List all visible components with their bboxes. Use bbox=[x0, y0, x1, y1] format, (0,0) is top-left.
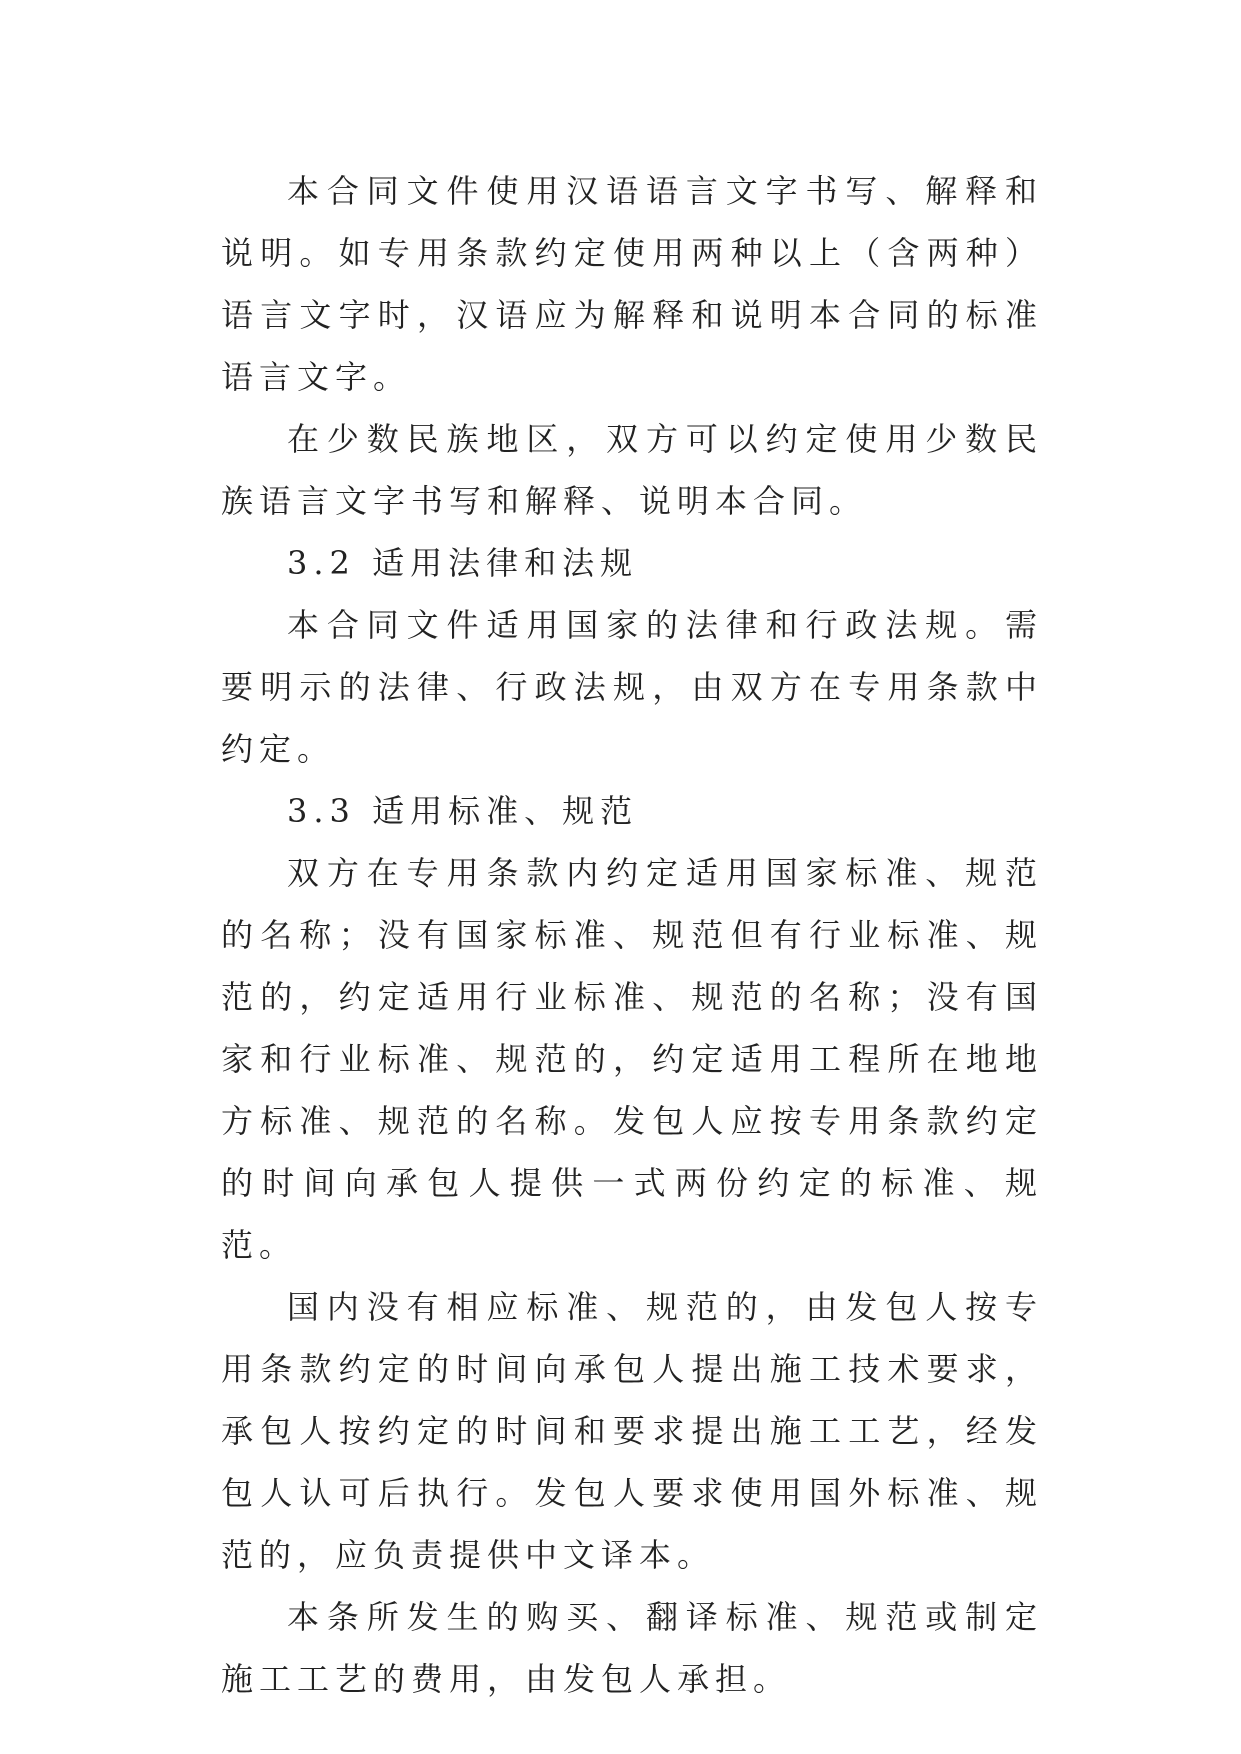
section-heading-3-3: 3.3 适用标准、规范 bbox=[287, 792, 639, 830]
paragraph-standards: 双方在专用条款内约定适用国家标准、规范的名称；没有国家标准、规范但有行业标准、规范的，约定适用行业标准、规范的名称；没有国家和行业标准、规范的，约定适用工程所在地地方标准、规范的名称。发包人应按专用条款约定的时间向承包人提供一式两份约定的标准、规范。 bbox=[221, 854, 1043, 1264]
paragraph-no-domestic-standards: 国内没有相应标准、规范的，由发包人按专用条款约定的时间向承包人提出施工技术要求，承包人按约定的时间和要求提出施工工艺，经发包人认可后执行。发包人要求使用国外标准、规范的，应负责提供中文译本。 bbox=[221, 1288, 1043, 1574]
document-body bbox=[221, 160, 1043, 1710]
paragraph-applicable-law: 本合同文件适用国家的法律和行政法规。需要明示的法律、行政法规，由双方在专用条款中约定。 bbox=[221, 606, 1043, 768]
paragraph-minority-language: 在少数民族地区，双方可以约定使用少数民族语言文字书写和解释、说明本合同。 bbox=[221, 420, 1043, 520]
paragraph-costs: 本条所发生的购买、翻译标准、规范或制定施工工艺的费用，由发包人承担。 bbox=[221, 1598, 1043, 1698]
paragraph-language: 本合同文件使用汉语语言文字书写、解释和说明。如专用条款约定使用两种以上（含两种）语言文字时，汉语应为解释和说明本合同的标准语言文字。 bbox=[221, 172, 1043, 396]
section-heading-3-2: 3.2 适用法律和法规 bbox=[287, 544, 639, 582]
